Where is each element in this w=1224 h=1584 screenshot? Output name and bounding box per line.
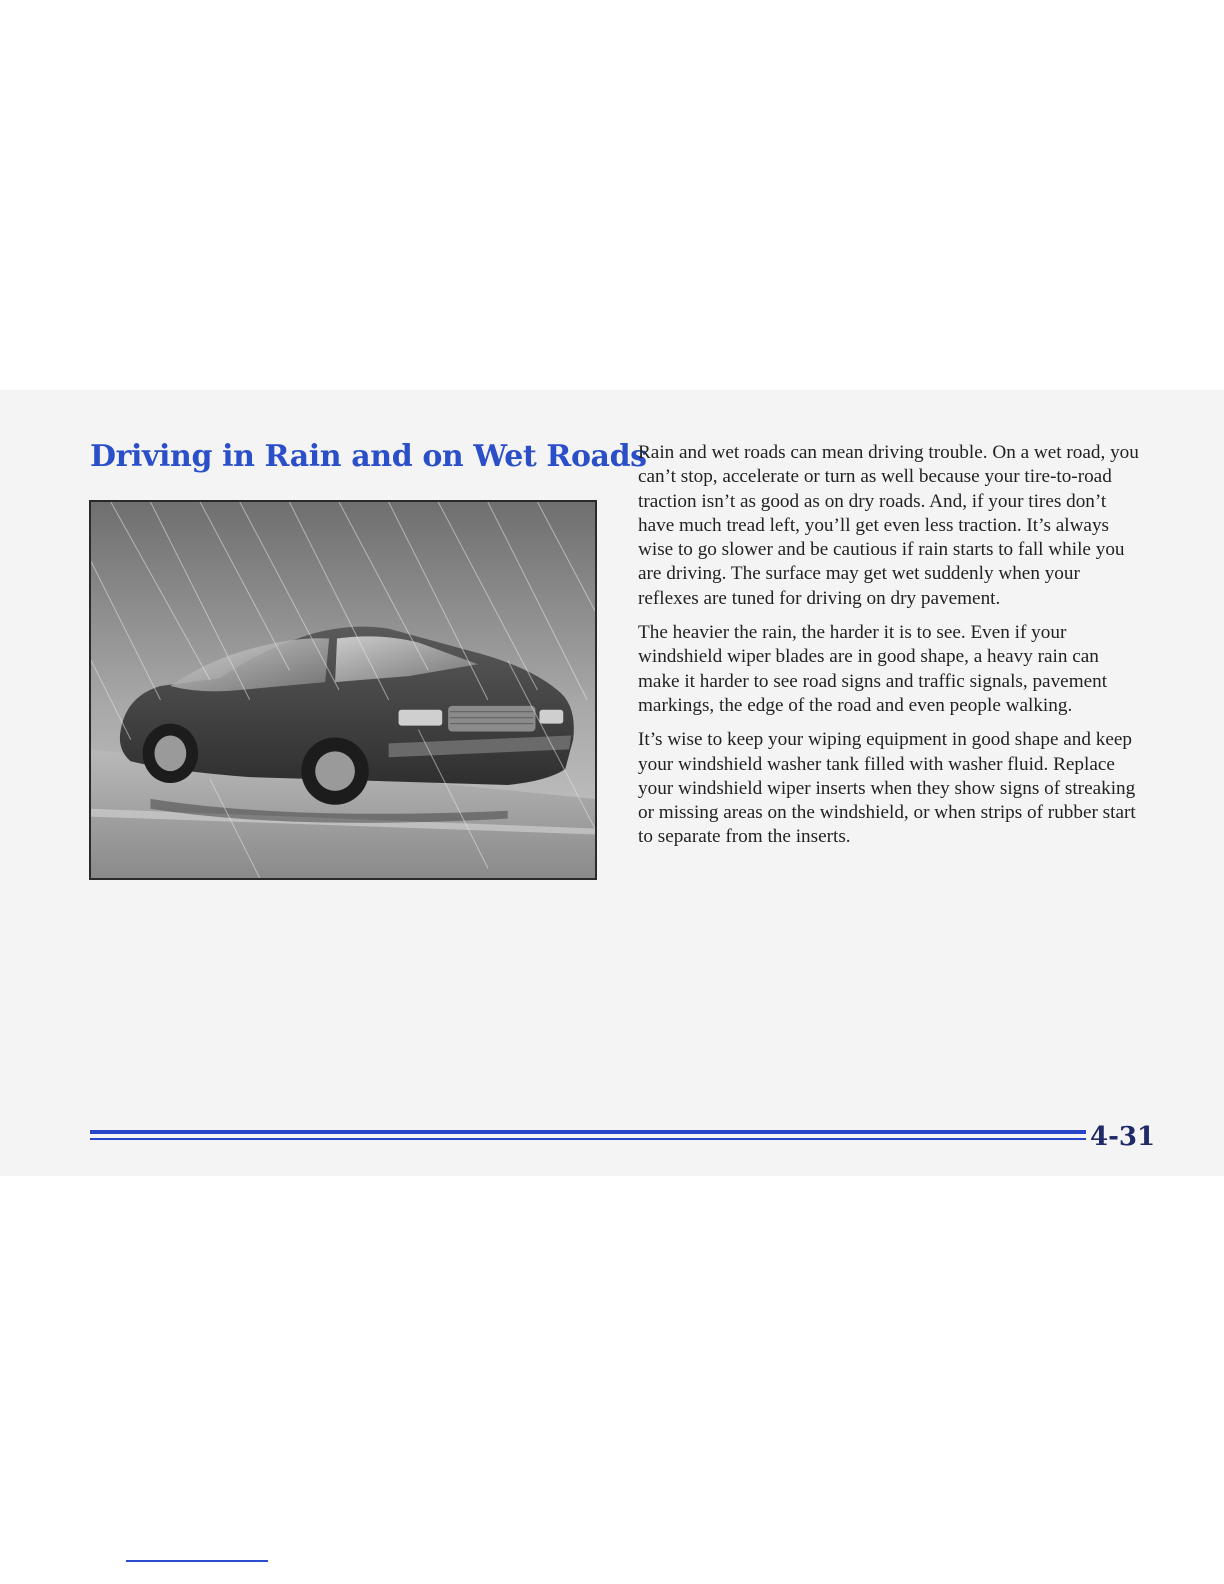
section-title: Driving in Rain and on Wet Roads: [90, 439, 647, 474]
paragraph-3: It’s wise to keep your wiping equipment in good shape and keep your windshield washer tank filled with washer fluid. Replace your windshield wiper inserts when they show signs of streaking or missing areas on the windshield, or when strips of rubber start to separate from the inserts.: [638, 729, 1136, 848]
paragraph-1: Rain and wet roads can mean driving trouble. On a wet road, you can’t stop, accelerate or turn as well because your tire-to-road traction isn’t as good as on dry roads. And, if your tires don’t have much tread left, you’ll get even less traction. It’s always wise to go slower and be cautious if rain starts to fall while you are driving. The surface may get wet suddenly when your reflexes are tuned for driving on dry pavement.: [638, 442, 1139, 609]
page-number: 4-31: [1090, 1122, 1156, 1152]
body-text: [638, 441, 1143, 860]
footer-rule-thick: [90, 1130, 1086, 1134]
bottom-divider: [126, 1560, 268, 1562]
car-in-rain-illustration: [89, 500, 597, 880]
car-grille: [448, 706, 535, 732]
car-in-rain-drawing: [91, 502, 595, 878]
paragraph-2: The heavier the rain, the harder it is to see. Even if your windshield wiper blades are in good shape, a heavy rain can make it harder to see road signs and traffic signals, pavement markings, the edge of the road and even people walking.: [638, 622, 1108, 716]
footer-rule: [90, 1130, 1086, 1142]
footer-rule-thin: [90, 1138, 1086, 1140]
